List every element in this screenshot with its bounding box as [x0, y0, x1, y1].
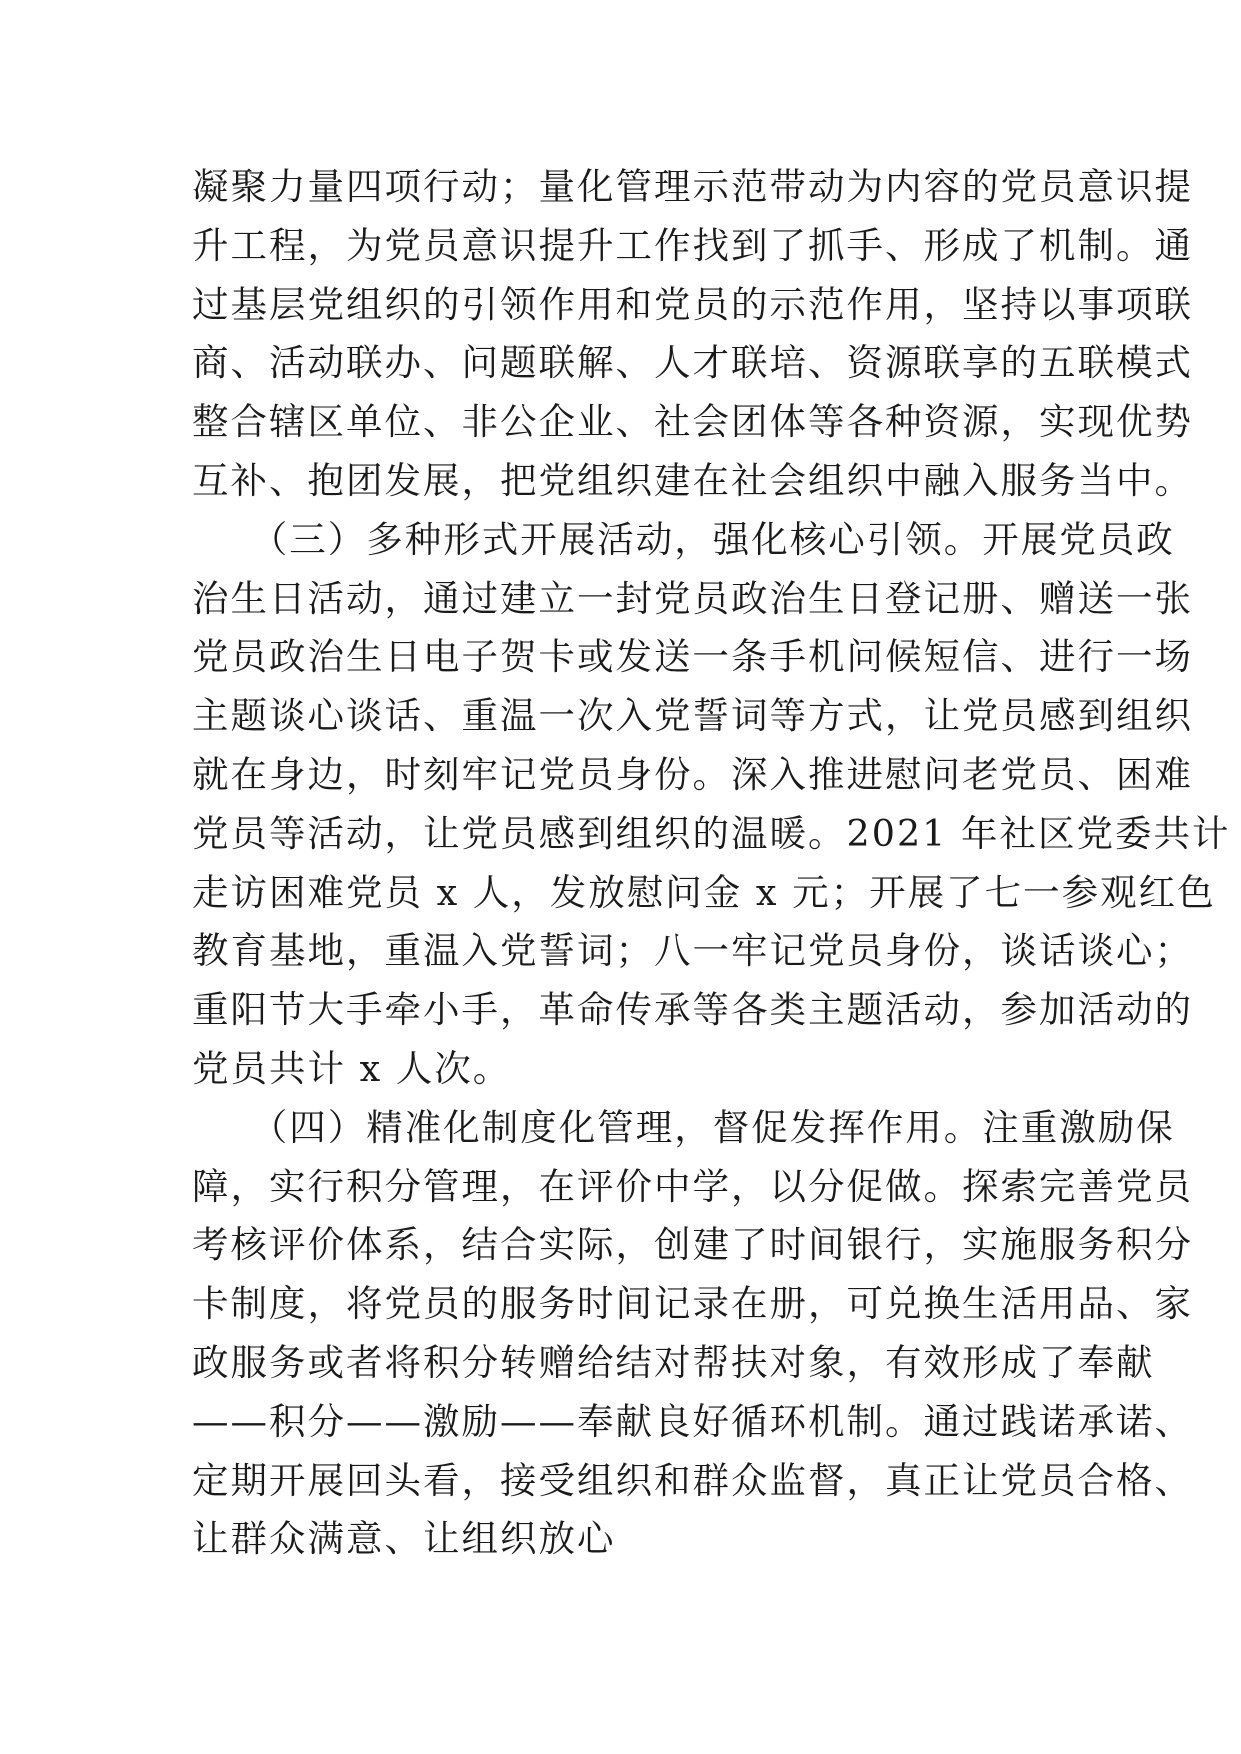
text-line: 走访困难党员 x 人，发放慰问金 x 元；开展了七一参观红色 [192, 870, 1216, 914]
text-line: 互补、抱团发展，把党组织建在社会组织中融入服务当中。 [192, 458, 1193, 502]
section-heading-line: （四）精准化制度化管理，督促发挥作用。注重激励保 [192, 1105, 1175, 1149]
text-line: 党员政治生日电子贺卡或发送一条手机问候短信、进行一场 [192, 635, 1193, 679]
text-line: ——积分——激励——奉献良好循环机制。通过践诺承诺、 [192, 1399, 1193, 1443]
text-line: 就在身边，时刻牢记党员身份。深入推进慰问老党员、困难 [192, 752, 1193, 796]
text-line: 卡制度，将党员的服务时间记录在册，可兑换生活用品、家 [192, 1282, 1193, 1326]
section-heading-line: （三）多种形式开展活动，强化核心引领。开展党员政 [192, 517, 1175, 561]
body-text [192, 158, 1231, 1569]
text-line: 治生日活动，通过建立一封党员政治生日登记册、赠送一张 [192, 576, 1193, 620]
text-line: 主题谈心谈话、重温一次入党誓词等方式，让党员感到组织 [192, 694, 1193, 738]
text-line: 党员等活动，让党员感到组织的温暖。2021 年社区党委共计 [192, 811, 1231, 855]
text-line: 重阳节大手牵小手，革命传承等各类主题活动，参加活动的 [192, 988, 1193, 1032]
text-line: 考核评价体系，结合实际，创建了时间银行，实施服务积分 [192, 1223, 1193, 1267]
text-line: 凝聚力量四项行动；量化管理示范带动为内容的党员意识提 [192, 165, 1193, 208]
text-line: 教育基地，重温入党誓词；八一牢记党员身份，谈话谈心； [192, 929, 1193, 973]
text-line: 商、活动联办、问题联解、人才联培、资源联享的五联模式 [192, 341, 1193, 385]
text-line: 让群众满意、让组织放心 [192, 1517, 616, 1561]
text-line: 党员共计 x 人次。 [192, 1046, 512, 1090]
text-line: 定期开展回头看，接受组织和群众监督，真正让党员合格、 [192, 1458, 1193, 1502]
text-line: 整合辖区单位、非公企业、社会团体等各种资源，实现优势 [192, 400, 1193, 444]
text-line: 政服务或者将积分转赠给结对帮扶对象，有效形成了奉献 [192, 1340, 1155, 1384]
text-line: 障，实行积分管理，在评价中学，以分促做。探索完善党员 [192, 1164, 1193, 1208]
text-line: 过基层党组织的引领作用和党员的示范作用，坚持以事项联 [192, 282, 1193, 326]
text-line: 升工程，为党员意识提升工作找到了抓手、形成了机制。通 [192, 223, 1193, 267]
